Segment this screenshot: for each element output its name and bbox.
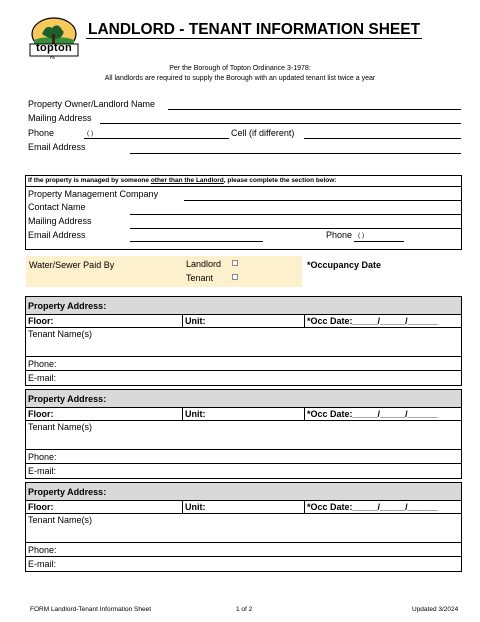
tenant-names-label: Tenant Name(s) [28, 515, 93, 525]
tenants-divider [25, 542, 462, 543]
owner-phone-label: Phone [28, 128, 55, 138]
tenant-checkbox[interactable] [232, 274, 238, 280]
floor-unit-divider [182, 407, 183, 420]
occ-date-label: *Occ Date:_____/_____/______ [307, 409, 438, 419]
ordinance-text: Per the Borough of Topton Ordinance 3-1978: [169, 65, 311, 72]
unit-occ-divider [304, 314, 305, 327]
tenant-phone-label: Phone: [28, 359, 57, 369]
instruction-text: All landlords are required to supply the Borough with an updated tenant list twice a year [104, 75, 376, 82]
management-instruction-underline: other than the Landlord [150, 177, 224, 184]
mgmt-contact-field[interactable] [130, 214, 461, 215]
footer-form-name: FORM Landlord-Tenant Information Sheet [30, 606, 152, 613]
tenant-names-field[interactable] [25, 526, 462, 542]
tenants-divider [25, 356, 462, 357]
mgmt-email-field[interactable] [130, 241, 263, 242]
mgmt-contact-label: Contact Name [28, 202, 86, 212]
tenant-names-label: Tenant Name(s) [28, 422, 93, 432]
tenant-names-field[interactable] [25, 340, 462, 356]
management-header-divider [25, 186, 462, 187]
owner-email-label: Email Address [28, 142, 86, 152]
owner-name-field[interactable] [168, 109, 461, 110]
owner-cell-label: Cell (if different) [231, 128, 295, 138]
mgmt-company-label: Property Management Company [28, 189, 159, 199]
floor-unit-divider [182, 500, 183, 513]
property-block-3 [25, 482, 462, 572]
phone-divider [25, 556, 462, 557]
tenants-divider [25, 449, 462, 450]
floor-divider [25, 420, 462, 421]
logo-wordmark: topton [35, 42, 72, 54]
phone-divider [25, 370, 462, 371]
mgmt-mailing-label: Mailing Address [28, 216, 92, 226]
mgmt-mailing-field[interactable] [130, 228, 461, 229]
property-address-label: Property Address: [28, 301, 107, 311]
tenant-phone-label: Phone: [28, 452, 57, 462]
water-sewer-label: Water/Sewer Paid By [29, 260, 115, 270]
unit-occ-divider [304, 407, 305, 420]
tenant-email-label: E-mail: [28, 559, 57, 569]
owner-mailing-label: Mailing Address [28, 113, 92, 123]
landlord-checkbox[interactable] [232, 260, 238, 266]
unit-label: Unit: [185, 409, 206, 419]
floor-label: Floor: [28, 502, 54, 512]
tenant-names-label: Tenant Name(s) [28, 329, 93, 339]
unit-occ-divider [304, 500, 305, 513]
occupancy-date-label: *Occupancy Date [307, 260, 382, 270]
address-divider [25, 314, 462, 315]
title-underline [86, 38, 422, 39]
owner-phone-paren: ( ) [87, 130, 94, 137]
management-instruction-suffix: , please complete the section below: [223, 177, 337, 184]
topton-logo [28, 14, 80, 62]
tenant-names-field[interactable] [25, 433, 462, 449]
address-divider [25, 500, 462, 501]
tenant-option-label: Tenant [186, 273, 214, 283]
tenant-email-label: E-mail: [28, 466, 57, 476]
footer-updated: Updated 3/2024 [412, 606, 459, 613]
owner-email-field[interactable] [130, 153, 461, 154]
property-block-2 [25, 389, 462, 479]
floor-label: Floor: [28, 409, 54, 419]
management-instruction-prefix: If the property is managed by someone [28, 177, 151, 184]
owner-cell-field[interactable] [304, 138, 461, 139]
management-instruction [28, 177, 336, 184]
footer-page-number: 1 of 2 [236, 606, 253, 613]
floor-unit-divider [182, 314, 183, 327]
unit-label: Unit: [185, 316, 206, 326]
floor-divider [25, 327, 462, 328]
property-address-label: Property Address: [28, 394, 107, 404]
mgmt-email-label: Email Address [28, 230, 86, 240]
floor-divider [25, 513, 462, 514]
phone-divider [25, 463, 462, 464]
mgmt-company-field[interactable] [184, 200, 461, 201]
floor-label: Floor: [28, 316, 54, 326]
occ-date-label: *Occ Date:_____/_____/______ [307, 502, 438, 512]
logo-state: PA [50, 55, 56, 60]
tenant-phone-label: Phone: [28, 545, 57, 555]
mgmt-phone-label: Phone [326, 230, 353, 240]
unit-label: Unit: [185, 502, 206, 512]
mgmt-phone-field[interactable] [354, 241, 404, 242]
owner-phone-field[interactable] [84, 138, 229, 139]
landlord-option-label: Landlord [186, 259, 222, 269]
property-address-label: Property Address: [28, 487, 107, 497]
owner-mailing-field[interactable] [100, 123, 461, 124]
occ-date-label: *Occ Date:_____/_____/______ [307, 316, 438, 326]
tenant-email-label: E-mail: [28, 373, 57, 383]
property-block-1 [25, 296, 462, 386]
page-title: LANDLORD - TENANT INFORMATION SHEET [88, 21, 421, 38]
mgmt-phone-paren: ( ) [358, 232, 365, 239]
owner-name-label: Property Owner/Landlord Name [28, 99, 156, 109]
address-divider [25, 407, 462, 408]
